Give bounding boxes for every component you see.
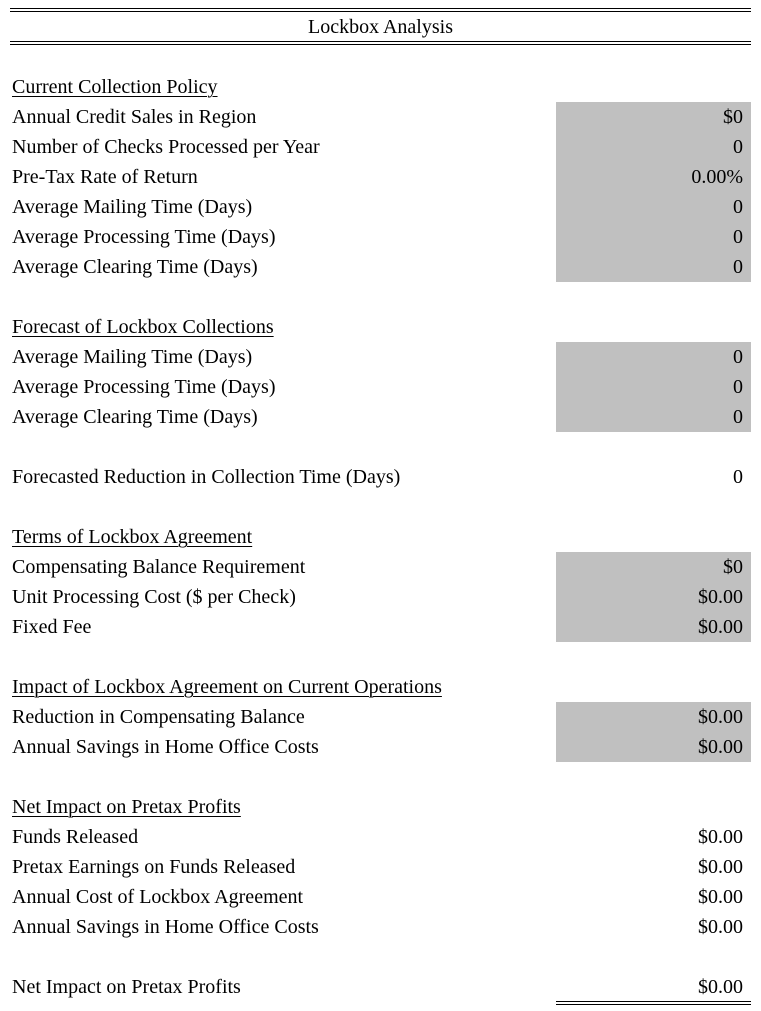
total-double-underline (556, 1001, 751, 1005)
input-cell-compensating-balance-requirement[interactable]: $0 (556, 552, 751, 582)
row-funds-released (10, 822, 751, 852)
row-label: Unit Processing Cost ($ per Check) (12, 586, 296, 608)
input-cell-current-mailing-time[interactable]: 0 (556, 192, 751, 222)
input-cell-annual-savings-home-office[interactable]: $0.00 (556, 732, 751, 762)
row-unit-processing-cost (10, 582, 751, 612)
row-label: Pretax Earnings on Funds Released (12, 856, 296, 878)
page-title: Lockbox Analysis (308, 16, 453, 38)
row-label: Average Mailing Time (Days) (12, 196, 253, 218)
input-cell-current-processing-time[interactable]: 0 (556, 222, 751, 252)
input-cell-annual-credit-sales[interactable]: $0 (556, 102, 751, 132)
row-current-mailing-time (10, 192, 751, 222)
input-cell-reduction-compensating-balance[interactable]: $0.00 (556, 702, 751, 732)
section-heading-terms (10, 522, 751, 552)
section-heading-label: Forecast of Lockbox Collections (12, 316, 274, 338)
row-label: Number of Checks Processed per Year (12, 136, 320, 158)
computed-cell-annual-cost-lockbox: $0.00 (698, 886, 743, 908)
row-pretax-rate (10, 162, 751, 192)
computed-cell-pretax-earnings: $0.00 (698, 856, 743, 878)
row-label: Reduction in Compensating Balance (12, 706, 305, 728)
row-label: Annual Credit Sales in Region (12, 106, 257, 128)
row-current-processing-time (10, 222, 751, 252)
section-heading-label: Terms of Lockbox Agreement (12, 526, 253, 548)
row-checks-processed (10, 132, 751, 162)
input-cell-forecast-mailing-time[interactable]: 0 (556, 342, 751, 372)
row-reduction-compensating-balance (10, 702, 751, 732)
row-forecast-processing-time (10, 372, 751, 402)
row-label: Funds Released (12, 826, 139, 848)
row-label: Average Processing Time (Days) (12, 376, 276, 398)
row-label: Average Mailing Time (Days) (12, 346, 253, 368)
row-label: Average Processing Time (Days) (12, 226, 276, 248)
row-pretax-earnings (10, 852, 751, 882)
row-label: Forecasted Reduction in Collection Time (Days) (12, 466, 401, 488)
input-cell-checks-processed[interactable]: 0 (556, 132, 751, 162)
row-label: Average Clearing Time (Days) (12, 256, 258, 278)
section-heading-label: Current Collection Policy (12, 76, 218, 98)
input-cell-forecast-clearing-time[interactable]: 0 (556, 402, 751, 432)
row-annual-savings-home-office (10, 732, 751, 762)
row-label: Compensating Balance Requirement (12, 556, 306, 578)
computed-cell-net-annual-savings-home-office: $0.00 (698, 916, 743, 938)
computed-cell-net-impact-total: $0.00 (698, 976, 743, 998)
row-fixed-fee (10, 612, 751, 642)
title-bottom-rule (10, 41, 751, 45)
row-forecast-mailing-time (10, 342, 751, 372)
row-forecast-clearing-time (10, 402, 751, 432)
section-heading-forecast (10, 312, 751, 342)
section-heading-label: Impact of Lockbox Agreement on Current Operations (12, 676, 442, 698)
row-label: Fixed Fee (12, 616, 92, 638)
row-annual-credit-sales (10, 102, 751, 132)
row-net-annual-savings-home-office (10, 912, 751, 942)
row-label: Annual Cost of Lockbox Agreement (12, 886, 304, 908)
computed-cell-forecasted-reduction: 0 (733, 466, 743, 488)
row-label: Pre-Tax Rate of Return (12, 166, 198, 188)
row-label: Net Impact on Pretax Profits (12, 976, 241, 998)
section-heading-net-impact (10, 792, 751, 822)
input-cell-current-clearing-time[interactable]: 0 (556, 252, 751, 282)
input-cell-fixed-fee[interactable]: $0.00 (556, 612, 751, 642)
section-heading-current-policy (10, 72, 751, 102)
row-annual-cost-lockbox (10, 882, 751, 912)
row-net-impact-total (10, 972, 751, 1002)
row-current-clearing-time (10, 252, 751, 282)
row-forecasted-reduction (10, 462, 751, 492)
section-heading-impact (10, 672, 751, 702)
row-label: Annual Savings in Home Office Costs (12, 916, 319, 938)
input-cell-pretax-rate[interactable]: 0.00% (556, 162, 751, 192)
row-label: Average Clearing Time (Days) (12, 406, 258, 428)
input-cell-unit-processing-cost[interactable]: $0.00 (556, 582, 751, 612)
row-compensating-balance-requirement (10, 552, 751, 582)
computed-cell-funds-released: $0.00 (698, 826, 743, 848)
section-heading-label: Net Impact on Pretax Profits (12, 796, 241, 818)
row-label: Annual Savings in Home Office Costs (12, 736, 319, 758)
input-cell-forecast-processing-time[interactable]: 0 (556, 372, 751, 402)
